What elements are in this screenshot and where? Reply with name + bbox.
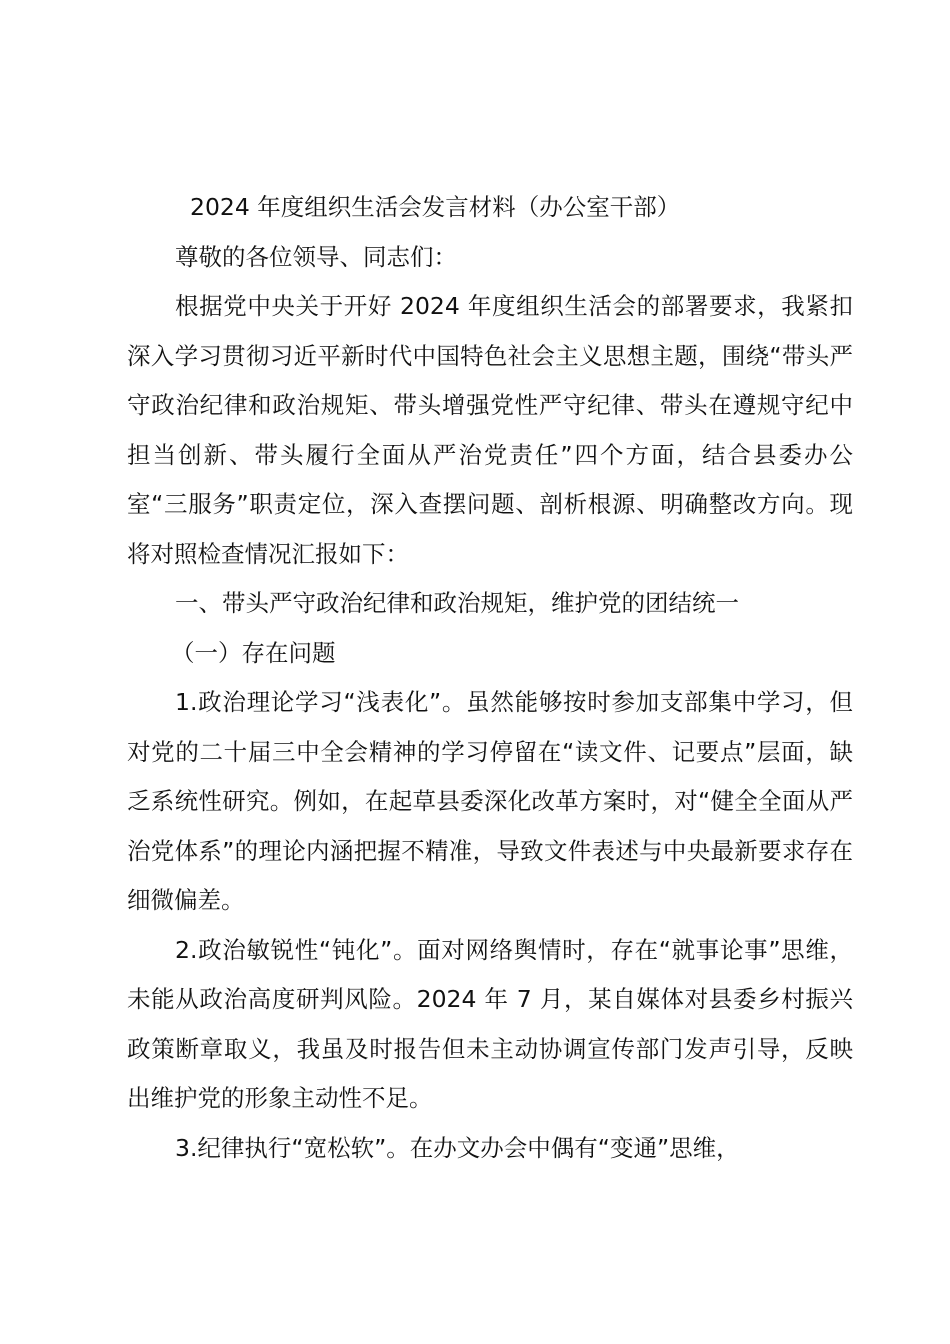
salutation: 尊敬的各位领导、同志们： [175,242,457,271]
section-1-heading: 一、带头严守政治纪律和政治规矩，维护党的团结统一 [175,589,739,617]
document-title: 2024 年度组织生活会发言材料（办公室干部） [190,193,681,221]
problem-item-1: 1.政治理论学习“浅表化”。虽然能够按时参加支部集中学习，但对党的二十届三中全会精神的学习停留在“读文件、记要点”层面，缺乏系统性研究。例如，在起草县委深化改革方案时，对“健全全面从严治党体系”的理论内涵把握不精准，导致文件表述与中央最新要求存在细微偏差。 [127,688,853,914]
section-1-subheading: （一）存在问题 [171,638,336,667]
problem-item-3: 3.纪律执行“宽松软”。在办文办会中偶有“变通”思维， [175,1133,740,1162]
document-body [127,183,853,1173]
intro-paragraph: 根据党中央关于开好 2024 年度组织生活会的部署要求，我紧扣深入学习贯彻习近平新时代中国特色社会主义思想主题，围绕“带头严守政治纪律和政治规矩、带头增强党性严守纪律、带头在遵规守纪中担当创新、带头履行全面从严治党责任”四个方面，结合县委办公室“三服务”职责定位，深入查摆问题、剖析根源、明确整改方向。现将对照检查情况汇报如下： [127,292,853,568]
problem-item-2: 2.政治敏锐性“钝化”。面对网络舆情时，存在“就事论事”思维，未能从政治高度研判风险。2024 年 7 月，某自媒体对县委乡村振兴政策断章取义，我虽及时报告但未主动协调宣传部门发声引导，反映出维护党的形象主动性不足。 [127,935,853,1112]
